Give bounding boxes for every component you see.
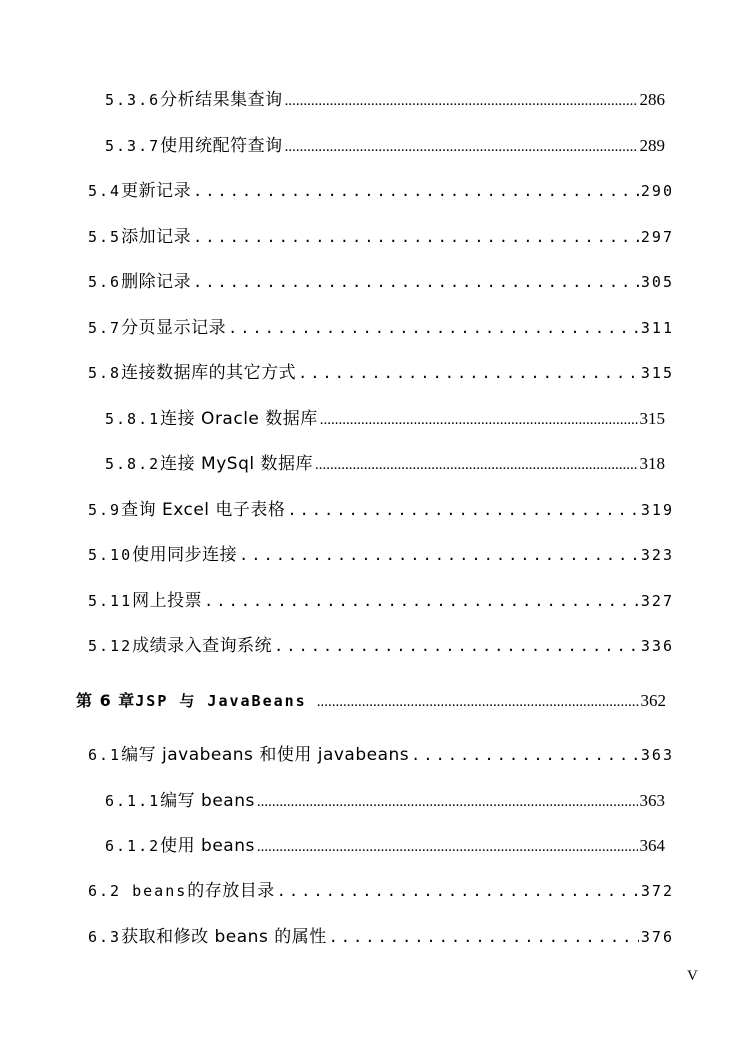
- toc-entry-number: 5.9: [88, 501, 122, 519]
- toc-entry[interactable]: [88, 740, 674, 770]
- toc-chapter-title: JSP 与 JavaBeans: [135, 692, 307, 710]
- toc-entry-page: 364: [639, 836, 665, 855]
- toc-entry-page: 318: [639, 454, 665, 473]
- toc-entry-page: 323: [640, 546, 674, 564]
- toc-entry-page: 311: [640, 319, 674, 337]
- toc-entry-number: 6.3: [88, 928, 122, 946]
- toc-entry-title: 连接数据库的其它方式: [121, 363, 297, 383]
- toc-entry[interactable]: [88, 267, 674, 297]
- toc-entry-number: 5.5: [88, 228, 122, 246]
- toc-entry-title: 使用统配符查询: [160, 136, 283, 156]
- toc-entry[interactable]: [88, 176, 674, 206]
- toc-entry[interactable]: [88, 631, 674, 661]
- toc-entry-title: 添加记录: [121, 227, 192, 247]
- toc-entry-number: 5.10: [88, 546, 133, 564]
- toc-entry-page: 363: [640, 746, 674, 764]
- dot-leader: [274, 631, 639, 661]
- dot-leader: [298, 358, 639, 388]
- toc-entry-page: 289: [639, 136, 665, 155]
- page-folio: V: [687, 968, 698, 984]
- toc-entry-title: 使用 beans: [160, 836, 255, 856]
- dot-leader: [285, 131, 638, 162]
- toc-entry-page: 372: [640, 882, 674, 900]
- dot-leader: [193, 222, 639, 252]
- toc-entry-number: 5.3.6: [105, 91, 161, 109]
- toc-entry[interactable]: [88, 222, 674, 252]
- toc-entry[interactable]: [88, 358, 674, 388]
- toc-entry-number: 5.6: [88, 273, 122, 291]
- toc-entry[interactable]: [105, 404, 665, 434]
- toc-entry-page: 297: [640, 228, 674, 246]
- dot-leader: [317, 686, 639, 717]
- toc-entry-page: 286: [639, 90, 665, 109]
- toc-entry-title: 网上投票: [132, 591, 203, 611]
- toc-entry-page: 319: [640, 501, 674, 519]
- dot-leader: [315, 449, 638, 480]
- toc-entry-title: 分析结果集查询: [160, 90, 283, 110]
- dot-leader: [411, 740, 639, 770]
- toc-chapter-entry[interactable]: [76, 686, 666, 716]
- toc-entry[interactable]: [88, 495, 674, 525]
- toc-entry-page: 363: [639, 791, 665, 810]
- toc-entry-number: 5.3.7: [105, 137, 161, 155]
- toc-entry-number: 5.8.2: [105, 455, 161, 473]
- toc-entry-page: 327: [640, 592, 674, 610]
- toc-entry[interactable]: [105, 449, 665, 479]
- toc-entry-number: 6.1.2: [105, 837, 161, 855]
- toc-entry-page: 376: [640, 928, 674, 946]
- toc-entry-title: 更新记录: [121, 181, 192, 201]
- dot-leader: [204, 586, 639, 616]
- toc-entry-number: 5.8.1: [105, 410, 161, 428]
- toc-entry-title: 的存放目录: [187, 881, 275, 901]
- dot-leader: [257, 831, 638, 862]
- dot-leader: [287, 495, 638, 525]
- toc-entry-number: 6.1: [88, 746, 122, 764]
- toc-entry[interactable]: [88, 922, 674, 952]
- toc-entry[interactable]: [105, 85, 665, 115]
- toc-chapter-number: 第 6 章: [76, 691, 136, 710]
- toc-entry[interactable]: [88, 313, 674, 343]
- dot-leader: [257, 786, 638, 817]
- toc-entry-title: 分页显示记录: [121, 318, 227, 338]
- toc-entry-number: 5.7: [88, 319, 122, 337]
- toc-entry-title: 编写 beans: [160, 791, 255, 811]
- toc-entry[interactable]: [105, 786, 665, 816]
- toc-entry-title: 查询 Excel 电子表格: [121, 500, 286, 520]
- dot-leader: [228, 313, 639, 343]
- toc-entry-title: 获取和修改 beans 的属性: [121, 927, 327, 947]
- toc-entry-number: 6.1.1: [105, 792, 161, 810]
- dot-leader: [277, 876, 639, 906]
- toc-entry-title: 编写 javabeans 和使用 javabeans: [121, 745, 410, 765]
- dot-leader: [329, 922, 639, 952]
- toc-entry-title: 连接 MySql 数据库: [160, 454, 313, 474]
- toc-entry-page: 290: [640, 182, 674, 200]
- toc-entry-page: 305: [640, 273, 674, 291]
- toc-entry-number: 6.2 beans: [88, 882, 188, 900]
- toc-entry-number: 5.11: [88, 592, 133, 610]
- toc-entry-title: 删除记录: [121, 272, 192, 292]
- toc-entry-title: 使用同步连接: [132, 545, 238, 565]
- dot-leader: [320, 404, 638, 435]
- toc-entry-page: 336: [640, 637, 674, 655]
- toc-entry-title: 成绩录入查询系统: [132, 636, 273, 656]
- toc-entry-page: 315: [639, 409, 665, 428]
- dot-leader: [239, 540, 639, 570]
- dot-leader: [193, 176, 639, 206]
- dot-leader: [193, 267, 639, 297]
- toc-entry-number: 5.12: [88, 637, 133, 655]
- toc-entry[interactable]: [88, 586, 674, 616]
- toc-entry-number: 5.8: [88, 364, 122, 382]
- toc-entry[interactable]: [88, 540, 674, 570]
- toc-entry-title: 连接 Oracle 数据库: [160, 409, 318, 429]
- dot-leader: [285, 85, 638, 116]
- toc-entry[interactable]: [88, 876, 674, 906]
- toc-entry[interactable]: [105, 131, 665, 161]
- toc-chapter-page: 362: [640, 691, 666, 710]
- toc-entry-number: 5.4: [88, 182, 122, 200]
- toc-entry[interactable]: [105, 831, 665, 861]
- toc-entry-page: 315: [640, 364, 674, 382]
